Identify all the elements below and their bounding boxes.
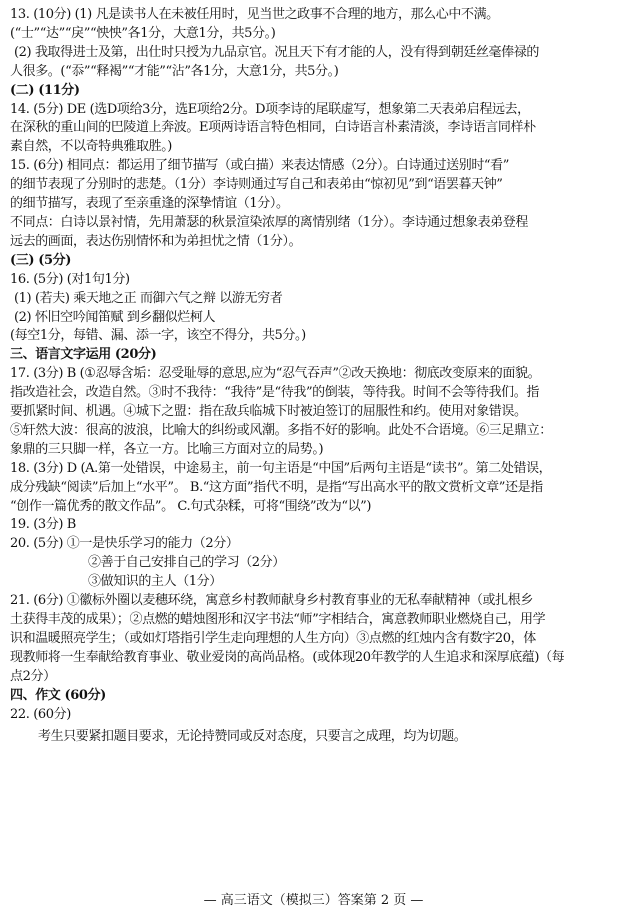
q15-line-1: 15. (6分) 相同点：都运用了细节描写（或白描）来表达情感（2分）。白诗通过送别时“看” [10,158,510,174]
q20-line-2: ②善于自己安排自己的学习（2分） [88,555,285,571]
page-footer: — 高三语文（模拟三）答案第 2 页 — [203,893,424,908]
q21-line-3: 识和温暖照亮学生；（或如灯塔指引学生走向理想的人生方向）③点燃的红烛内含有数字20，体 [10,630,536,646]
q21-line-1: 21. (6分) ①徽标外圈以麦穗环绕，寓意乡村教师献身乡村教育事业的无私奉献精神（或扎根乡 [10,593,533,609]
q17-line-2: 指改造社会，改造自然。③时不我待：“我待”是“待我”的倒装，等待我。时间不会等待我们。指 [10,385,539,401]
q22-line-2: 考生只要紧扣题目要求，无论持赞同或反对态度，只要言之成理，均为切题。 [38,729,467,745]
section-heading-2: (二) (11分) [10,82,80,98]
q14-line-1: 14. (5分) DE (选D项给3分，选E项给2分。D项李诗的尾联虚写，想象第二天表弟启程远去， [10,101,530,117]
q14-line-2: 在深秋的重山间的巴陵道上奔波。E项两诗语言特色相同，白诗语言朴素清淡，李诗语言同样朴 [10,120,536,136]
part-heading-4: 四、作文 (60分) [10,687,106,703]
q18-line-1: 18. (3分) D (A.第一处错误，中途易主，前一句主语是“中国”后两句主语是“读书”。第二处错误， [10,460,552,476]
q14-line-3: 素自然，不以奇特典雅取胜。) [10,139,172,155]
q21-line-5: 点2分） [10,668,56,684]
q22-line-1: 22. (60分) [10,706,71,722]
q18-line-2: 成分残缺“阅读”后加上“水平”。 B.“这方面”指代不明，是指“写出高水平的散文赏析文章”还是指 [10,479,543,495]
q20-line-1: 20. (5分) ①一是快乐学习的能力（2分） [10,536,239,552]
q15-line-4: 不同点：白诗以景衬情，先用萧瑟的秋景渲染浓厚的离情别绪（1分）。李诗通过想象表弟登程 [10,214,528,230]
q21-line-4: 现教师将一生奉献给教育事业、敬业爱岗的高尚品格。(或体现20年教学的人生追求和深厚底蕴)（每 [10,649,565,665]
q15-line-5: 远去的画面，表达伤别情怀和为弟担忧之情（1分）。 [10,233,302,249]
q16-line-1: 16. (5分) (对1句1分) [10,271,130,287]
q19-line-1: 19. (3分) B [10,517,76,533]
q17-line-1: 17. (3分) B (①忍辱含垢：忍受耻辱的意思,应为“忍气吞声”②改天换地：彻底改变原来的面貌。 [10,366,541,382]
q16-line-3: (2) 怀旧空吟闻笛赋 到乡翻似烂柯人 [14,309,216,325]
q21-line-2: 土获得丰茂的成果）；②点燃的蜡烛图形和汉字书法“师”字相结合，寓意教师职业燃烧自己，用学 [10,612,546,627]
q20-line-3: ③做知识的主人（1分） [88,574,222,590]
q16-line-2: (1) (若夫) 乘天地之正 而御六气之辩 以游无穷者 [14,290,283,306]
q13-scoring-2: 人很多。(“忝”“释褐”“才能”“沾”各1分，大意1分，共5分。) [10,63,339,79]
section-heading-3: (三) (5分) [10,252,71,268]
q17-line-3: 要抓紧时间、机遇。④城下之盟：指在敌兵临城下时被迫签订的屈服性和约。使用对象错误。 [10,404,527,420]
q13-line-1: 13. (10分) (1) 凡是读书人在未被任用时，见当世之政事不合理的地方，那么心中不满。 [10,7,499,22]
part-heading-3: 三、语言文字运用 (20分) [10,347,157,363]
q18-line-3: “创作一篇优秀的散文作品”。 C.句式杂糅，可将“围绕”改为“以”) [10,498,372,514]
q15-line-3: 的细节描写，表现了至亲重逢的深挚情谊（1分）。 [10,196,289,212]
q17-line-4: ⑤轩然大波：很高的波浪，比喻大的纠纷或风潮。多指不好的影响。此处不合语境。⑥三足鼎立： [10,422,552,438]
q16-line-4: (每空1分，每错、漏、添一字，该空不得分，共5分。) [10,328,306,344]
q13-scoring-1: (“士”“达”“戾”“怏怏”各1分，大意1分，共5分。) [10,25,276,41]
q13-line-2: (2) 我取得进士及第，出仕时只授为九品京官。况且天下有才能的人，没有得到朝廷丝毫俸禄的 [14,44,539,60]
q15-line-2: 的细节表现了分别时的悲楚。（1分）李诗则通过写自己和表弟由“惊初见”到“语罢暮天钟” [10,177,503,193]
q17-line-5: 象鼎的三只脚一样，各立一方。比喻三方面对立的局势。) [10,441,324,457]
